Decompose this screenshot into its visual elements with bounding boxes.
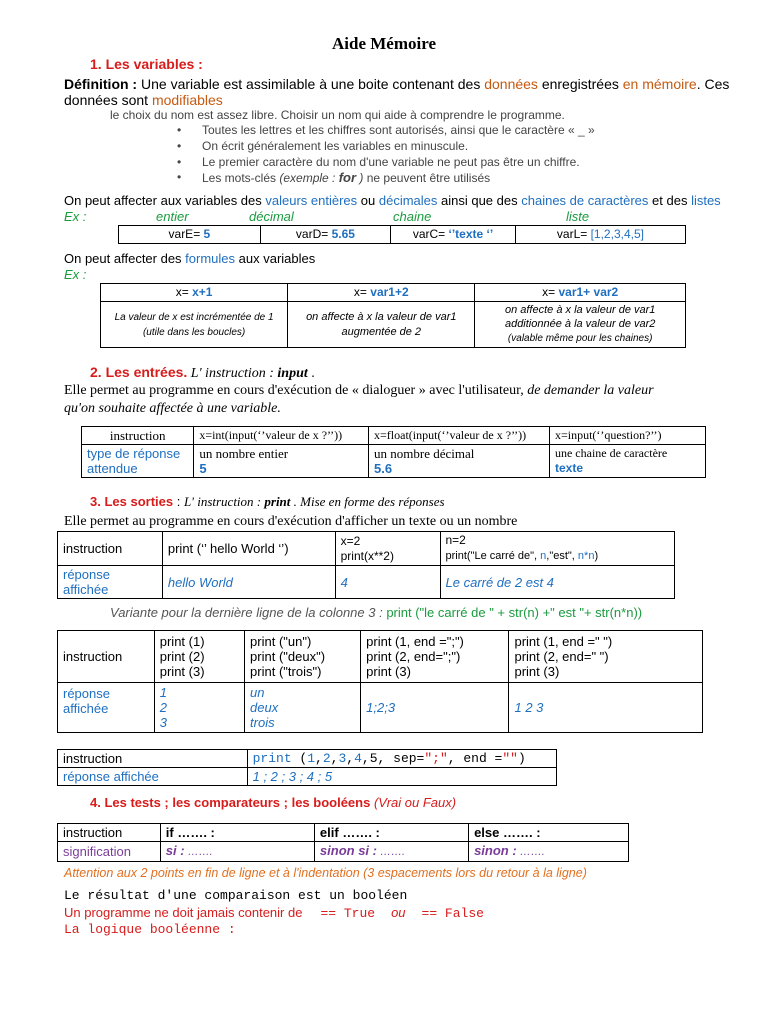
table-cell: print (‘’ hello World ‘’): [162, 532, 335, 566]
table-row: [101, 302, 686, 348]
table-cell: type de réponse attendue: [82, 445, 194, 478]
table-cell: varD= 5.65: [260, 226, 390, 244]
table-cell: réponse affichée: [58, 566, 163, 599]
ex-label-2: Ex :: [64, 267, 87, 282]
table-cell: print (1) print (2) print (3): [154, 631, 244, 683]
table-cell: elif ……. :: [314, 824, 468, 842]
section-1-heading: 1. Les variables :: [90, 56, 203, 72]
table-cell: instruction: [58, 750, 248, 768]
table-cell: réponse affichée: [58, 683, 155, 733]
section-4-heading: 4. Les tests ; les comparateurs ; les booléens (Vrai ou Faux): [90, 795, 457, 810]
table-row: [58, 824, 629, 842]
table-cell: x=2 print(x**2): [335, 532, 440, 566]
bullet-4-text-b: (exemple :: [279, 171, 339, 185]
table-cell: instruction: [82, 427, 194, 445]
table-cell: Le carré de 2 est 4: [440, 566, 675, 599]
print-table-3: [57, 749, 557, 786]
print-table-1: [57, 531, 675, 599]
table-row: [82, 427, 706, 445]
bullet-4-text-a: Les mots-clés: [202, 171, 280, 185]
table-cell: on affecte à x la valeur de var1 augmentée de 2: [288, 302, 475, 348]
table-row: [58, 532, 675, 566]
table-cell: une chaine de caractère texte: [549, 445, 705, 478]
table-cell: un nombre décimal 5.6: [369, 445, 550, 478]
table-cell: La valeur de x est incrémentée de 1 (utile dans les boucles): [101, 302, 288, 348]
table-cell: sinon : …….: [469, 842, 629, 862]
table-row: [58, 566, 675, 599]
table-cell: x=input(‘’question?’’): [549, 427, 705, 445]
table-row: [58, 631, 703, 683]
table-cell: on affecte à x la valeur de var1 additionnée à la valeur de var2 (valable même pour les chaines): [475, 302, 686, 348]
attention-note: Attention aux 2 points en fin de ligne et à l'indentation (3 espacements lors du retour à la ligne): [64, 866, 587, 880]
table-cell: 1 ; 2 ; 3 ; 4 ; 5: [247, 768, 556, 786]
table-cell: else ……. :: [469, 824, 629, 842]
bullet-4-for: for: [338, 170, 357, 185]
type-chaine: chaine: [393, 209, 432, 224]
table-row: [58, 842, 629, 862]
table-cell: un nombre entier 5: [194, 445, 369, 478]
page-title: Aide Mémoire: [331, 34, 436, 53]
affect-text-g: et des: [648, 193, 692, 208]
variables-table: [118, 225, 686, 244]
table-cell: x=float(input(‘’valeur de x ?’’)): [369, 427, 550, 445]
table-row: [82, 445, 706, 478]
result-line: Le résultat d'une comparaison est un booléen: [64, 888, 408, 903]
formules-line: On peut affecter des formules aux variables: [64, 251, 316, 266]
input-table: [81, 426, 706, 478]
bullet-4: [202, 170, 490, 185]
table-cell: 4: [335, 566, 440, 599]
type-liste: liste: [566, 209, 590, 224]
definition-text-1: Une variable est assimilable à une boite contenant des: [137, 76, 485, 92]
section-2-desc-1: Elle permet au programme en cours d'exécution de « dialoguer » avec l'utilisateur, de demander la valeur: [64, 383, 654, 398]
affect-valeurs-entieres: valeurs entières: [265, 193, 358, 208]
section-3-desc: Elle permet au programme en cours d'exécution d'afficher un texte ou un nombre: [64, 514, 518, 529]
definition-memoire: en mémoire: [622, 76, 697, 92]
table-cell: x= var1+ var2: [475, 284, 686, 302]
bullet-4-text-c: ): [356, 171, 364, 185]
table-cell: if ……. :: [160, 824, 314, 842]
formulas-table: [100, 283, 686, 348]
affect-text-e: ainsi que des: [437, 193, 522, 208]
definition-modifiables: modifiables: [151, 92, 223, 108]
section-2-heading: 2. Les entrées. L' instruction : input .: [90, 364, 315, 381]
type-entier: entier: [156, 209, 189, 224]
definition-label: Définition :: [64, 76, 138, 92]
table-cell: varL= [1,2,3,4,5]: [515, 226, 685, 244]
definition-text-4: données sont: [64, 92, 152, 108]
definition-line-2: [64, 92, 223, 108]
table-cell: instruction: [58, 532, 163, 566]
table-cell: print (1, end =" ") print (2, end=" ") print (3): [509, 631, 703, 683]
never-line: Un programme ne doit jamais contenir de == True ou == False: [64, 905, 484, 921]
variante-line: Variante pour la dernière ligne de la colonne 3 : print ("le carré de " + str(n) +" est "+ str(n*n)): [110, 605, 643, 620]
table-cell: varE= 5: [119, 226, 261, 244]
table-row: [58, 750, 557, 768]
table-cell: si : …….: [160, 842, 314, 862]
definition-line-1: [64, 76, 729, 92]
table-cell: signification: [58, 842, 161, 862]
table-cell: x= var1+2: [288, 284, 475, 302]
name-intro: le choix du nom est assez libre. Choisir un nom qui aide à comprendre le programme.: [110, 108, 565, 122]
table-cell: sinon si : …….: [314, 842, 468, 862]
table-cell: print (1, end =";") print (2, end=";") print (3): [361, 631, 509, 683]
table-row: [101, 284, 686, 302]
affect-chaines: chaines de caractères: [521, 193, 649, 208]
table-cell: print ("un") print ("deux") print ("trois"): [245, 631, 361, 683]
table-cell: un deux trois: [245, 683, 361, 733]
affect-listes: listes: [691, 193, 721, 208]
table-row: [58, 768, 557, 786]
table-cell: 1 2 3: [154, 683, 244, 733]
section-2-desc-2: qu'on souhaite affectée à une variable.: [64, 401, 281, 416]
definition-text-3: . Ces: [696, 76, 730, 92]
definition-donnees: données: [484, 76, 538, 92]
tests-table: [57, 823, 629, 862]
affect-line: [64, 193, 721, 208]
table-cell: hello World: [162, 566, 335, 599]
section-3-heading: 3. Les sorties : L' instruction : print . Mise en forme des réponses: [90, 494, 445, 509]
table-cell: 1 2 3: [509, 683, 703, 733]
print-table-2: [57, 630, 703, 733]
table-cell: x= x+1: [101, 284, 288, 302]
table-cell: n=2 print("Le carré de", n,"est", n*n): [440, 532, 675, 566]
affect-text-a: On peut affecter aux variables des: [64, 193, 266, 208]
logique-line: La logique booléenne :: [64, 922, 236, 937]
ex-label-1: Ex :: [64, 209, 87, 224]
table-row: [119, 226, 686, 244]
affect-text-c: ou: [357, 193, 379, 208]
table-cell: instruction: [58, 631, 155, 683]
table-row: [58, 683, 703, 733]
type-decimal: décimal: [249, 209, 294, 224]
table-cell: varC= ‘’texte ‘’: [391, 226, 516, 244]
table-cell: 1;2;3: [361, 683, 509, 733]
bullet-4-text-d: ne peuvent être utilisés: [363, 171, 491, 185]
bullet-3: • Le premier caractère du nom d'une variable ne peut pas être un chiffre.: [202, 155, 580, 169]
bullet-1: • Toutes les lettres et les chiffres sont autorisés, ainsi que le caractère « _ »: [202, 123, 595, 137]
table-cell: print (1,2,3,4,5, sep=";", end =""): [247, 750, 556, 768]
bullet-2: • On écrit généralement les variables en minuscule.: [202, 139, 468, 153]
definition-text-2: enregistrées: [537, 76, 623, 92]
table-cell: réponse affichée: [58, 768, 248, 786]
table-cell: x=int(input(‘’valeur de x ?’’)): [194, 427, 369, 445]
affect-decimales: décimales: [378, 193, 438, 208]
table-cell: instruction: [58, 824, 161, 842]
